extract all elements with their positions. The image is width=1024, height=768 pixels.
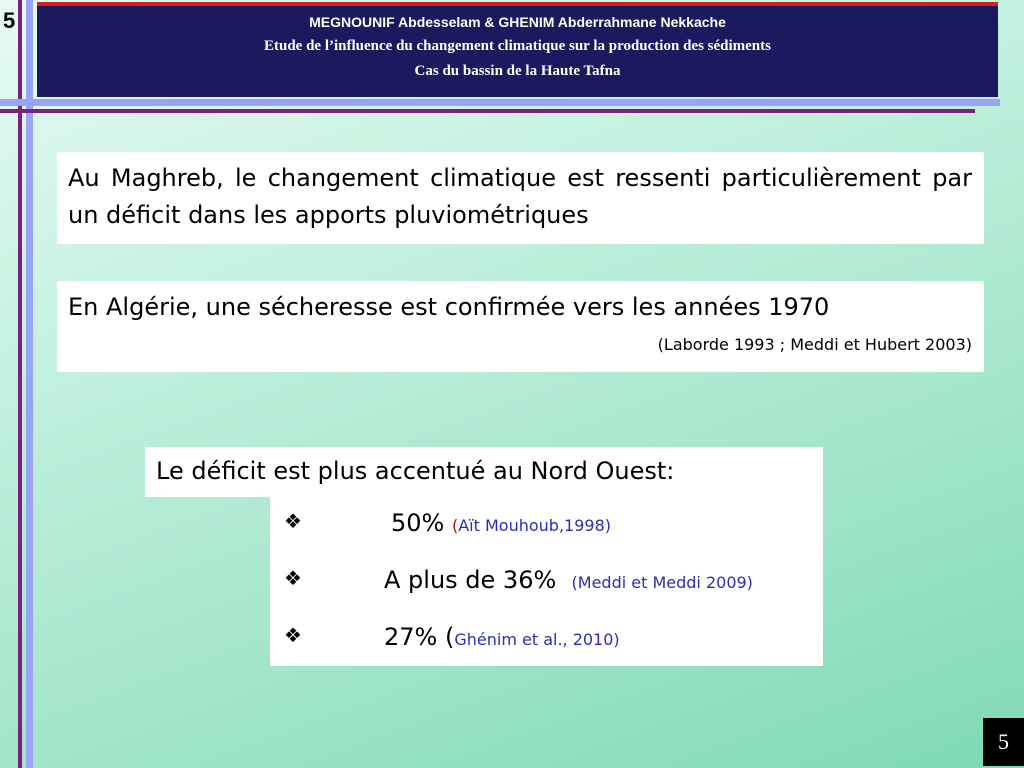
diamond-bullet-icon: ❖ [284, 509, 302, 533]
header-title: Etude de l’influence du changement climatique sur la production des sédiments [264, 38, 771, 54]
slide-number-top: 5 [3, 8, 16, 33]
header-authors: MEGNOUNIF Abdesselam & GHENIM Abderrahmane Nekkache [309, 14, 726, 30]
list-item-ref: (Meddi et Meddi 2009) [571, 573, 753, 592]
diamond-bullet-icon: ❖ [284, 566, 302, 590]
frame-vertical-light-line [26, 0, 33, 768]
diamond-bullet-icon: ❖ [284, 623, 302, 647]
list-item [270, 621, 823, 678]
list-item-ref: Aït Mouhoub,1998) [458, 516, 611, 535]
header-banner [37, 2, 998, 97]
frame-horizontal-light-line [0, 99, 1000, 106]
maghreb-statement-text: Au Maghreb, le changement climatique est ressenti particulièrement par un déficit dans les apports pluviométriques [68, 164, 972, 229]
header-subtitle: Cas du bassin de la Haute Tafna [414, 63, 621, 79]
list-item-value: 50% [391, 509, 445, 537]
maghreb-statement-box [57, 152, 984, 244]
deficit-list-box [270, 497, 823, 666]
frame-horizontal-dark-line [0, 109, 975, 113]
algeria-citation: (Laborde 1993 ; Meddi et Hubert 2003) [657, 335, 972, 354]
list-item-ref-paren: ( [451, 516, 459, 535]
algeria-statement-box [57, 281, 984, 372]
frame-vertical-dark-line [18, 0, 22, 768]
list-item-ref: Ghénim et al., 2010) [454, 630, 620, 649]
deficit-heading-box [145, 447, 823, 497]
list-item-value: 27% ( [384, 623, 455, 651]
slide-number-bottom: 5 [983, 718, 1024, 766]
list-item [270, 507, 823, 564]
list-item-value: A plus de 36% [384, 566, 557, 594]
list-item [270, 564, 823, 621]
deficit-heading: Le déficit est plus accentué au Nord Ouest: [156, 457, 675, 485]
algeria-statement-text: En Algérie, une sécheresse est confirmée vers les années 1970 [68, 293, 830, 321]
